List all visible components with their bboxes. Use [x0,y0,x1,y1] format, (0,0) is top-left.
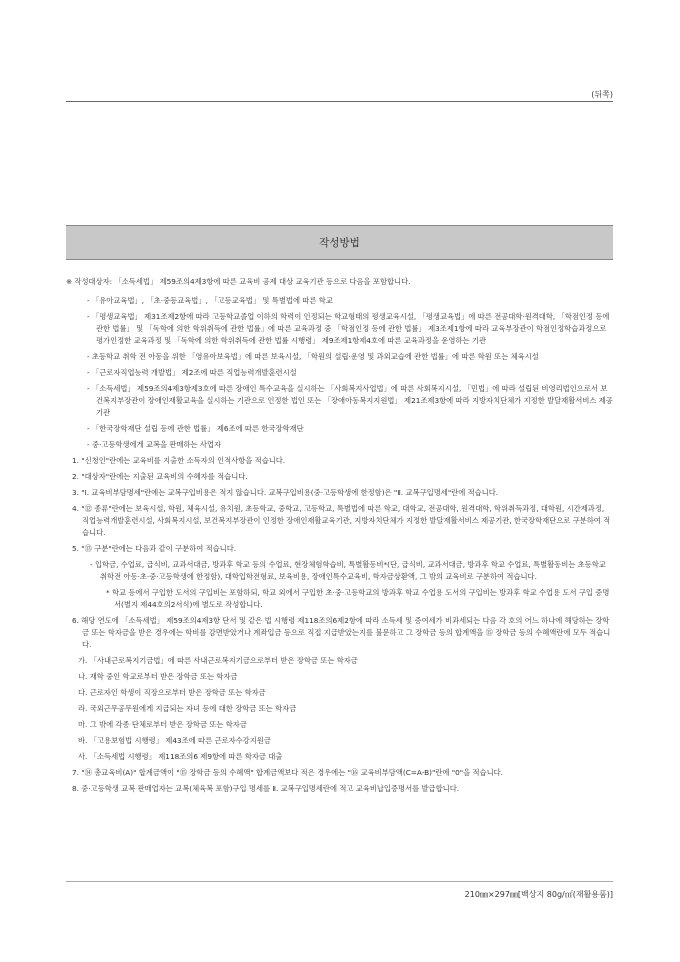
dash-item: - 「평생교육법」 제31조제2항에 따라 고등학교졸업 이하의 학력이 인정되는 학교형태의 평생교육시설, 「평생교육법」에 따른 전공대학·원격대학, 「학점인정 등에 관한 법률」 및 「독학에 의한 학위취득에 관한 법률」에 따른 교육과정 중 「학점인정 등에 관한 법률」 제3조제1항에 따라 교육부장관이 학점인정학습과정으로 평가인정한 교육과정 및 「독학에 의한 학위취득에 관한 법률 시행령」 제9조제1항제4호에 따른 교육과정을 운영하는 기관 [87,312,610,345]
section-title: 작성방법 [319,237,360,249]
section-title-bar [66,225,613,260]
item-6-subitem: 다. 근로자인 학생이 직장으로부터 받은 장학금 또는 학자금 [78,688,266,697]
item-6-subitem: 라. 국외근무공무원에게 지급되는 자녀 등에 대한 장학금 또는 학자금 [78,704,297,713]
numbered-item-2: 2. "대상자"란에는 지출된 교육비의 수혜자를 적습니다. [72,472,248,481]
dash-item: - 「한국장학재단 설립 등에 관한 법률」 제6조에 따른 한국장학재단 [87,424,304,433]
preamble-text: ※ 작성대상자: 「소득세법」 제59조의4제3항에 따른 교육비 공제 대상 교육기관 등으로 다음을 포함합니다. [66,277,411,286]
numbered-item-7: 7. "⑭ 총교육비(A)" 합계금액이 "⑮ 장학금 등의 수혜액" 합계금액보다 적은 경우에는 "⑯ 교육비부담액(C=A-B)"란에 "0"을 적습니다. [72,768,503,777]
dash-item: - 「유아교육법」, 「초·중등교육법」, 「고등교육법」 및 특별법에 따른 학교 [87,296,333,305]
dash-item: - 중·고등학생에게 교복을 판매하는 사업자 [87,440,222,449]
instructions-body [66,276,613,799]
item-5-note: * 학교 등에서 구입한 도서의 구입비는 포함하되, 학교 외에서 구입한 초·중·고등학교의 방과후 학교 수업용 도서의 구입비는 방과후 학교 수업용 도서 구입 증명서(별지 제44호의2서식)에 별도로 작성합니다. [106,588,610,609]
bottom-divider [66,881,613,882]
item-6-subitem: 가. 「사내근로복지기금법」에 따른 사내근로복지기금으로부터 받은 장학금 또는 학자금 [78,656,358,665]
item-6-subitem: 바. 「고용보험법 시행령」 제43조에 따른 근로자수강지원금 [78,736,271,745]
item-5-subitem: - 입학금, 수업료, 급식비, 교과서대금, 방과후 학교 등의 수업료, 현장체험학습비, 특별활동비*(단, 급식비, 교과서대금, 방과후 학교 수업료, 특별활동비는 초등학교 취학전 아동·초·중·고등학생에 한정함), 대학입학전형료, 보육비용, 장애인특수교육비, 학자금상환액, 그 밖의 교육비로 구분하여 적습니다. [90,560,606,581]
item-6-subitem: 사. 「소득세법 시행령」 제118조의6 제9항에 따른 학자금 대출 [78,752,283,761]
numbered-item-3: 3. "Ⅰ. 교육비부담명세"란에는 교복구입비용은 적지 않습니다. 교복구입비용(중·고등학생에 한정함)은 "Ⅱ. 교복구입명세"란에 적습니다. [72,488,499,497]
numbered-item-1: 1. "신청인"란에는 교육비를 지출한 소득자의 인적사항을 적습니다. [72,456,286,465]
dash-item: - 「근로자직업능력 개발법」 제2조에 따른 직업능력개발훈련시설 [87,368,297,377]
item-6-subitem: 마. 그 밖에 각종 단체로부터 받은 장학금 또는 학자금 [78,720,247,729]
numbered-item-5: 5. "⑬ 구분"란에는 다음과 같이 구분하여 적습니다. [72,544,237,553]
numbered-item-4: 4. "⑫ 종류"란에는 보육시설, 학원, 체육시설, 유치원, 초등학교, 중학교, 고등학교, 특별법에 따른 학교, 대학교, 전공대학, 원격대학, 학위취득과정, 대학원, 시간제과정, 직업능력개발훈련시설, 사회복지시설, 보건복지부장관이 인정한 장애인재활교육기관, 지방자치단체가 지정한 발달재활서비스 제공기관, 한국장학재단으로 구분하여 적습니다. [72,504,611,537]
paper-spec-footer: 210㎜×297㎜[백상지 80g/㎡(재활용품)] [464,890,613,899]
numbered-item-6: 6. 해당 연도에 「소득세법」 제59조의4제3항 단서 및 같은 법 시행령 제118조의6제2항에 따라 소득세 및 증여세가 비과세되는 다음 각 호의 어느 하나에 해당하는 장학금 또는 학자금을 받은 경우에는 학비를 감면받았거나 계좌입금 등으로 직접 지급받았는지를 불문하고 그 장학금 등의 합계액을 ⑮ 장학금 등의 수혜액란에 모두 적습니다. [72,616,611,649]
top-divider [66,101,613,102]
page-side-label: (뒤쪽) [591,90,613,99]
dash-item: - 초등학교 취학 전 아동을 위한 「영유아보육법」에 따른 보육시설, 「학원의 설립·운영 및 과외교습에 관한 법률」에 따른 학원 또는 체육시설 [87,352,539,361]
dash-item: - 「소득세법」 제59조의4제3항제3호에 따른 장애인 특수교육을 실시하는 「사회복지사업법」에 따른 사회복지시설, 「민법」에 따라 설립된 비영리법인으로서 보건복지부장관이 장애인재활교육을 실시하는 기관으로 인정한 법인 또는 「장애아동복지지원법」 제21조제3항에 따라 지방자치단체가 지정한 발달재활서비스 제공기관 [87,384,613,417]
item-6-subitem: 나. 재학 중인 학교로부터 받은 장학금 또는 학자금 [78,672,238,681]
numbered-item-8: 8. 중·고등학생 교복 판매업자는 교복(체육복 포함)구입 명세를 Ⅱ. 교복구입명세란에 적고 교육비납입증명서를 발급합니다. [72,784,460,793]
